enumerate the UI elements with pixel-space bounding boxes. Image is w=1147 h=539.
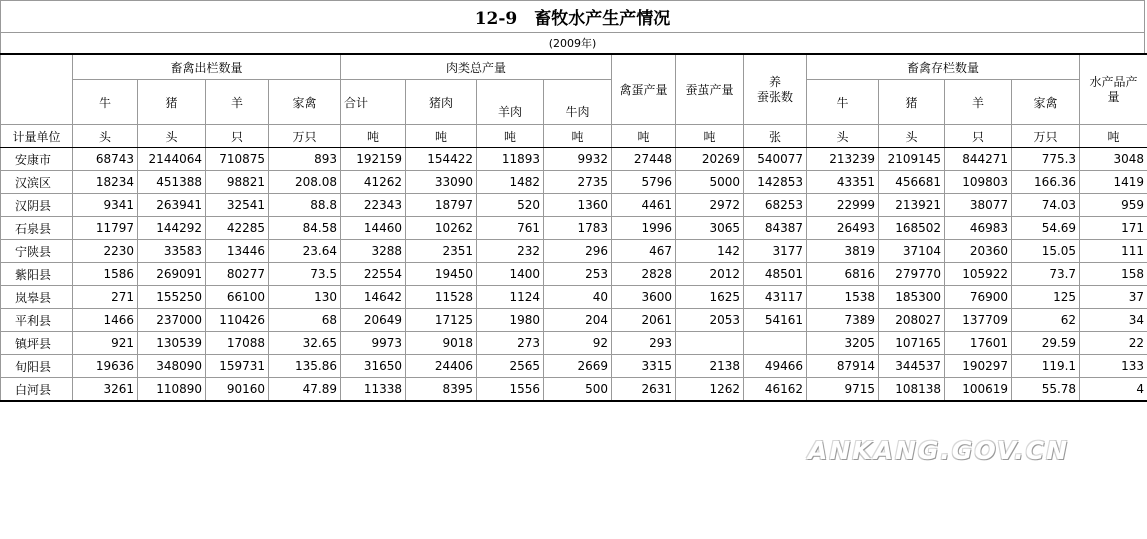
table-cell: 293 (612, 332, 676, 355)
table-cell: 32.65 (269, 332, 341, 355)
table-cell: 273 (477, 332, 544, 355)
table-subtitle: (2009年) (0, 33, 1145, 53)
table-cell: 213239 (807, 148, 879, 171)
table-cell: 213921 (879, 194, 945, 217)
table-cell: 90160 (206, 378, 269, 402)
table-cell: 42285 (206, 217, 269, 240)
table-cell: 9973 (341, 332, 406, 355)
table-cell: 137709 (945, 309, 1012, 332)
table-cell: 237000 (138, 309, 206, 332)
table-cell: 2351 (406, 240, 477, 263)
table-row (1, 171, 1147, 194)
unit-cell: 只 (945, 125, 1012, 148)
table-cell: 271 (73, 286, 138, 309)
table-cell: 775.3 (1012, 148, 1080, 171)
region-name: 旬阳县 (1, 355, 73, 378)
table-cell: 135.86 (269, 355, 341, 378)
table-cell (744, 332, 807, 355)
table-cell: 43117 (744, 286, 807, 309)
table-cell: 1400 (477, 263, 544, 286)
table-cell: 11893 (477, 148, 544, 171)
table-cell: 2735 (544, 171, 612, 194)
table-cell: 23.64 (269, 240, 341, 263)
table-cell: 22999 (807, 194, 879, 217)
table-cell: 761 (477, 217, 544, 240)
table-row (1, 378, 1147, 402)
subhead-out-poultry: 家禽 (269, 80, 341, 125)
table-cell: 190297 (945, 355, 1012, 378)
table-cell: 13446 (206, 240, 269, 263)
table-cell (676, 332, 744, 355)
table-cell: 33090 (406, 171, 477, 194)
header-aquatic: 水产品产 量 (1080, 54, 1147, 125)
unit-cell: 头 (138, 125, 206, 148)
region-name: 汉滨区 (1, 171, 73, 194)
region-name: 宁陕县 (1, 240, 73, 263)
table-cell: 844271 (945, 148, 1012, 171)
table-cell: 6816 (807, 263, 879, 286)
table-cell: 2109145 (879, 148, 945, 171)
table-cell: 119.1 (1012, 355, 1080, 378)
header-stock: 畜禽存栏数量 (807, 54, 1080, 80)
table-cell: 4461 (612, 194, 676, 217)
table-cell: 110426 (206, 309, 269, 332)
table-cell: 37104 (879, 240, 945, 263)
table-cell: 2631 (612, 378, 676, 402)
table-cell: 3048 (1080, 148, 1147, 171)
unit-cell: 万只 (269, 125, 341, 148)
table-cell: 2828 (612, 263, 676, 286)
table-cell: 43351 (807, 171, 879, 194)
unit-cell: 张 (744, 125, 807, 148)
table-row (1, 263, 1147, 286)
table-cell: 166.36 (1012, 171, 1080, 194)
table-row (1, 309, 1147, 332)
table-cell: 108138 (879, 378, 945, 402)
table-cell: 27448 (612, 148, 676, 171)
table-cell: 111 (1080, 240, 1147, 263)
table-cell: 4 (1080, 378, 1147, 402)
table-cell: 144292 (138, 217, 206, 240)
table-cell: 171 (1080, 217, 1147, 240)
region-name: 平利县 (1, 309, 73, 332)
table-cell: 2138 (676, 355, 744, 378)
header-meat-total: 肉类总产量 (341, 54, 612, 80)
table-cell: 232 (477, 240, 544, 263)
table-cell: 18797 (406, 194, 477, 217)
table-cell: 1262 (676, 378, 744, 402)
table-cell: 110890 (138, 378, 206, 402)
table-cell: 29.59 (1012, 332, 1080, 355)
table-cell: 22554 (341, 263, 406, 286)
subhead-out-cattle: 牛 (73, 80, 138, 125)
table-title: 12-9 畜牧水产生产情况 (0, 0, 1145, 33)
site-watermark: ANKANG.GOV.CN (808, 436, 1070, 465)
table-cell: 3819 (807, 240, 879, 263)
table-cell: 84.58 (269, 217, 341, 240)
subhead-meat-beef: 牛肉 (544, 80, 612, 125)
table-cell: 8395 (406, 378, 477, 402)
table-cell: 154422 (406, 148, 477, 171)
table-cell: 76900 (945, 286, 1012, 309)
table-row (1, 148, 1147, 171)
data-table (0, 53, 1147, 402)
table-cell: 500 (544, 378, 612, 402)
table-cell: 40 (544, 286, 612, 309)
table-row (1, 240, 1147, 263)
table-cell: 37 (1080, 286, 1147, 309)
table-cell: 959 (1080, 194, 1147, 217)
table-row (1, 332, 1147, 355)
table-cell: 168502 (879, 217, 945, 240)
table-cell: 1360 (544, 194, 612, 217)
unit-cell: 万只 (1012, 125, 1080, 148)
table-cell: 22 (1080, 332, 1147, 355)
table-cell: 5796 (612, 171, 676, 194)
table-cell: 105922 (945, 263, 1012, 286)
subhead-meat-sum: 合计 (341, 80, 406, 125)
unit-cell: 头 (73, 125, 138, 148)
table-cell: 1419 (1080, 171, 1147, 194)
table-cell: 2061 (612, 309, 676, 332)
table-cell: 15.05 (1012, 240, 1080, 263)
subhead-out-sheep: 羊 (206, 80, 269, 125)
table-cell: 14460 (341, 217, 406, 240)
table-row (1, 286, 1147, 309)
table-cell: 2565 (477, 355, 544, 378)
table-cell: 710875 (206, 148, 269, 171)
table-cell: 68743 (73, 148, 138, 171)
table-cell: 1586 (73, 263, 138, 286)
header-livestock-out: 畜禽出栏数量 (73, 54, 341, 80)
table-cell: 1980 (477, 309, 544, 332)
table-cell: 38077 (945, 194, 1012, 217)
table-cell: 84387 (744, 217, 807, 240)
table-cell: 2144064 (138, 148, 206, 171)
table-cell: 2053 (676, 309, 744, 332)
table-row (1, 355, 1147, 378)
table-cell: 33583 (138, 240, 206, 263)
table-cell: 1466 (73, 309, 138, 332)
table-cell: 263941 (138, 194, 206, 217)
table-cell: 41262 (341, 171, 406, 194)
table-cell: 46983 (945, 217, 1012, 240)
table-cell: 451388 (138, 171, 206, 194)
table-cell: 269091 (138, 263, 206, 286)
table-cell: 49466 (744, 355, 807, 378)
table-cell: 3065 (676, 217, 744, 240)
table-cell: 3205 (807, 332, 879, 355)
subhead-stock-poultry: 家禽 (1012, 80, 1080, 125)
table-cell: 344537 (879, 355, 945, 378)
table-cell: 88.8 (269, 194, 341, 217)
table-cell: 100619 (945, 378, 1012, 402)
unit-cell: 吨 (406, 125, 477, 148)
table-cell: 26493 (807, 217, 879, 240)
subhead-out-pig: 猪 (138, 80, 206, 125)
table-cell: 17601 (945, 332, 1012, 355)
header-silkworm: 养 蚕张数 (744, 54, 807, 125)
table-cell: 9341 (73, 194, 138, 217)
table-cell: 24406 (406, 355, 477, 378)
table-row (1, 217, 1147, 240)
header-cocoon: 蚕茧产量 (676, 54, 744, 125)
table-cell: 1556 (477, 378, 544, 402)
table-cell: 14642 (341, 286, 406, 309)
table-cell: 348090 (138, 355, 206, 378)
table-cell: 9932 (544, 148, 612, 171)
table-cell: 204 (544, 309, 612, 332)
header-egg: 禽蛋产量 (612, 54, 676, 125)
table-cell: 68 (269, 309, 341, 332)
table-cell: 54161 (744, 309, 807, 332)
table-cell: 11338 (341, 378, 406, 402)
table-cell: 9715 (807, 378, 879, 402)
table-cell: 3261 (73, 378, 138, 402)
table-cell: 130539 (138, 332, 206, 355)
table-cell: 520 (477, 194, 544, 217)
table-cell: 1124 (477, 286, 544, 309)
table-cell: 3600 (612, 286, 676, 309)
table-cell: 47.89 (269, 378, 341, 402)
table-cell: 3177 (744, 240, 807, 263)
table-cell: 142 (676, 240, 744, 263)
table-cell: 1482 (477, 171, 544, 194)
table-cell: 87914 (807, 355, 879, 378)
table-cell: 1625 (676, 286, 744, 309)
region-name: 石泉县 (1, 217, 73, 240)
table-cell: 74.03 (1012, 194, 1080, 217)
table-cell: 3288 (341, 240, 406, 263)
unit-cell: 吨 (612, 125, 676, 148)
unit-cell: 只 (206, 125, 269, 148)
table-cell: 109803 (945, 171, 1012, 194)
subhead-meat-mutton: 羊肉 (477, 80, 544, 125)
table-cell: 921 (73, 332, 138, 355)
region-name: 白河县 (1, 378, 73, 402)
table-cell: 10262 (406, 217, 477, 240)
table-cell: 2972 (676, 194, 744, 217)
table-cell: 66100 (206, 286, 269, 309)
table-cell: 1538 (807, 286, 879, 309)
table-cell: 98821 (206, 171, 269, 194)
table-cell: 253 (544, 263, 612, 286)
table-cell: 142853 (744, 171, 807, 194)
unit-cell: 吨 (341, 125, 406, 148)
table-cell: 2230 (73, 240, 138, 263)
table-cell: 2012 (676, 263, 744, 286)
table-body (1, 148, 1147, 402)
table-cell: 2669 (544, 355, 612, 378)
table-cell: 80277 (206, 263, 269, 286)
table-cell: 11528 (406, 286, 477, 309)
region-name: 镇坪县 (1, 332, 73, 355)
subhead-stock-sheep: 羊 (945, 80, 1012, 125)
unit-cell: 头 (879, 125, 945, 148)
table-cell: 3315 (612, 355, 676, 378)
table-cell: 73.5 (269, 263, 341, 286)
table-cell: 125 (1012, 286, 1080, 309)
table-cell: 1783 (544, 217, 612, 240)
table-cell: 1996 (612, 217, 676, 240)
subhead-stock-cattle: 牛 (807, 80, 879, 125)
table-cell: 133 (1080, 355, 1147, 378)
table-cell: 9018 (406, 332, 477, 355)
table-cell: 11797 (73, 217, 138, 240)
table-cell: 55.78 (1012, 378, 1080, 402)
table-cell: 158 (1080, 263, 1147, 286)
table-cell: 19636 (73, 355, 138, 378)
table-cell: 32541 (206, 194, 269, 217)
table-cell: 54.69 (1012, 217, 1080, 240)
table-cell: 31650 (341, 355, 406, 378)
corner-cell (1, 54, 73, 125)
table-cell: 20649 (341, 309, 406, 332)
table-cell: 192159 (341, 148, 406, 171)
region-name: 岚皋县 (1, 286, 73, 309)
unit-cell: 吨 (544, 125, 612, 148)
table-cell: 17125 (406, 309, 477, 332)
table-cell: 68253 (744, 194, 807, 217)
table-cell: 7389 (807, 309, 879, 332)
table-cell: 540077 (744, 148, 807, 171)
table-cell: 208027 (879, 309, 945, 332)
table-row (1, 194, 1147, 217)
table-cell: 18234 (73, 171, 138, 194)
unit-cell: 头 (807, 125, 879, 148)
subhead-stock-pig: 猪 (879, 80, 945, 125)
table-cell: 17088 (206, 332, 269, 355)
table-cell: 185300 (879, 286, 945, 309)
table-cell: 73.7 (1012, 263, 1080, 286)
table-cell: 92 (544, 332, 612, 355)
table-cell: 159731 (206, 355, 269, 378)
table-cell: 279770 (879, 263, 945, 286)
table-cell: 893 (269, 148, 341, 171)
table-cell: 208.08 (269, 171, 341, 194)
table-cell: 62 (1012, 309, 1080, 332)
table-cell: 296 (544, 240, 612, 263)
table-cell: 107165 (879, 332, 945, 355)
table-cell: 20360 (945, 240, 1012, 263)
table-cell: 19450 (406, 263, 477, 286)
units-label: 计量单位 (1, 125, 73, 148)
table-cell: 48501 (744, 263, 807, 286)
table-cell: 456681 (879, 171, 945, 194)
table-cell: 22343 (341, 194, 406, 217)
region-name: 安康市 (1, 148, 73, 171)
table-cell: 130 (269, 286, 341, 309)
table-cell: 34 (1080, 309, 1147, 332)
table-cell: 20269 (676, 148, 744, 171)
table-cell: 155250 (138, 286, 206, 309)
region-name: 汉阴县 (1, 194, 73, 217)
subhead-meat-pork: 猪肉 (406, 80, 477, 125)
unit-cell: 吨 (1080, 125, 1147, 148)
unit-cell: 吨 (477, 125, 544, 148)
unit-cell: 吨 (676, 125, 744, 148)
region-name: 紫阳县 (1, 263, 73, 286)
table-cell: 46162 (744, 378, 807, 402)
table-cell: 5000 (676, 171, 744, 194)
table-cell: 467 (612, 240, 676, 263)
units-row (1, 125, 1147, 148)
